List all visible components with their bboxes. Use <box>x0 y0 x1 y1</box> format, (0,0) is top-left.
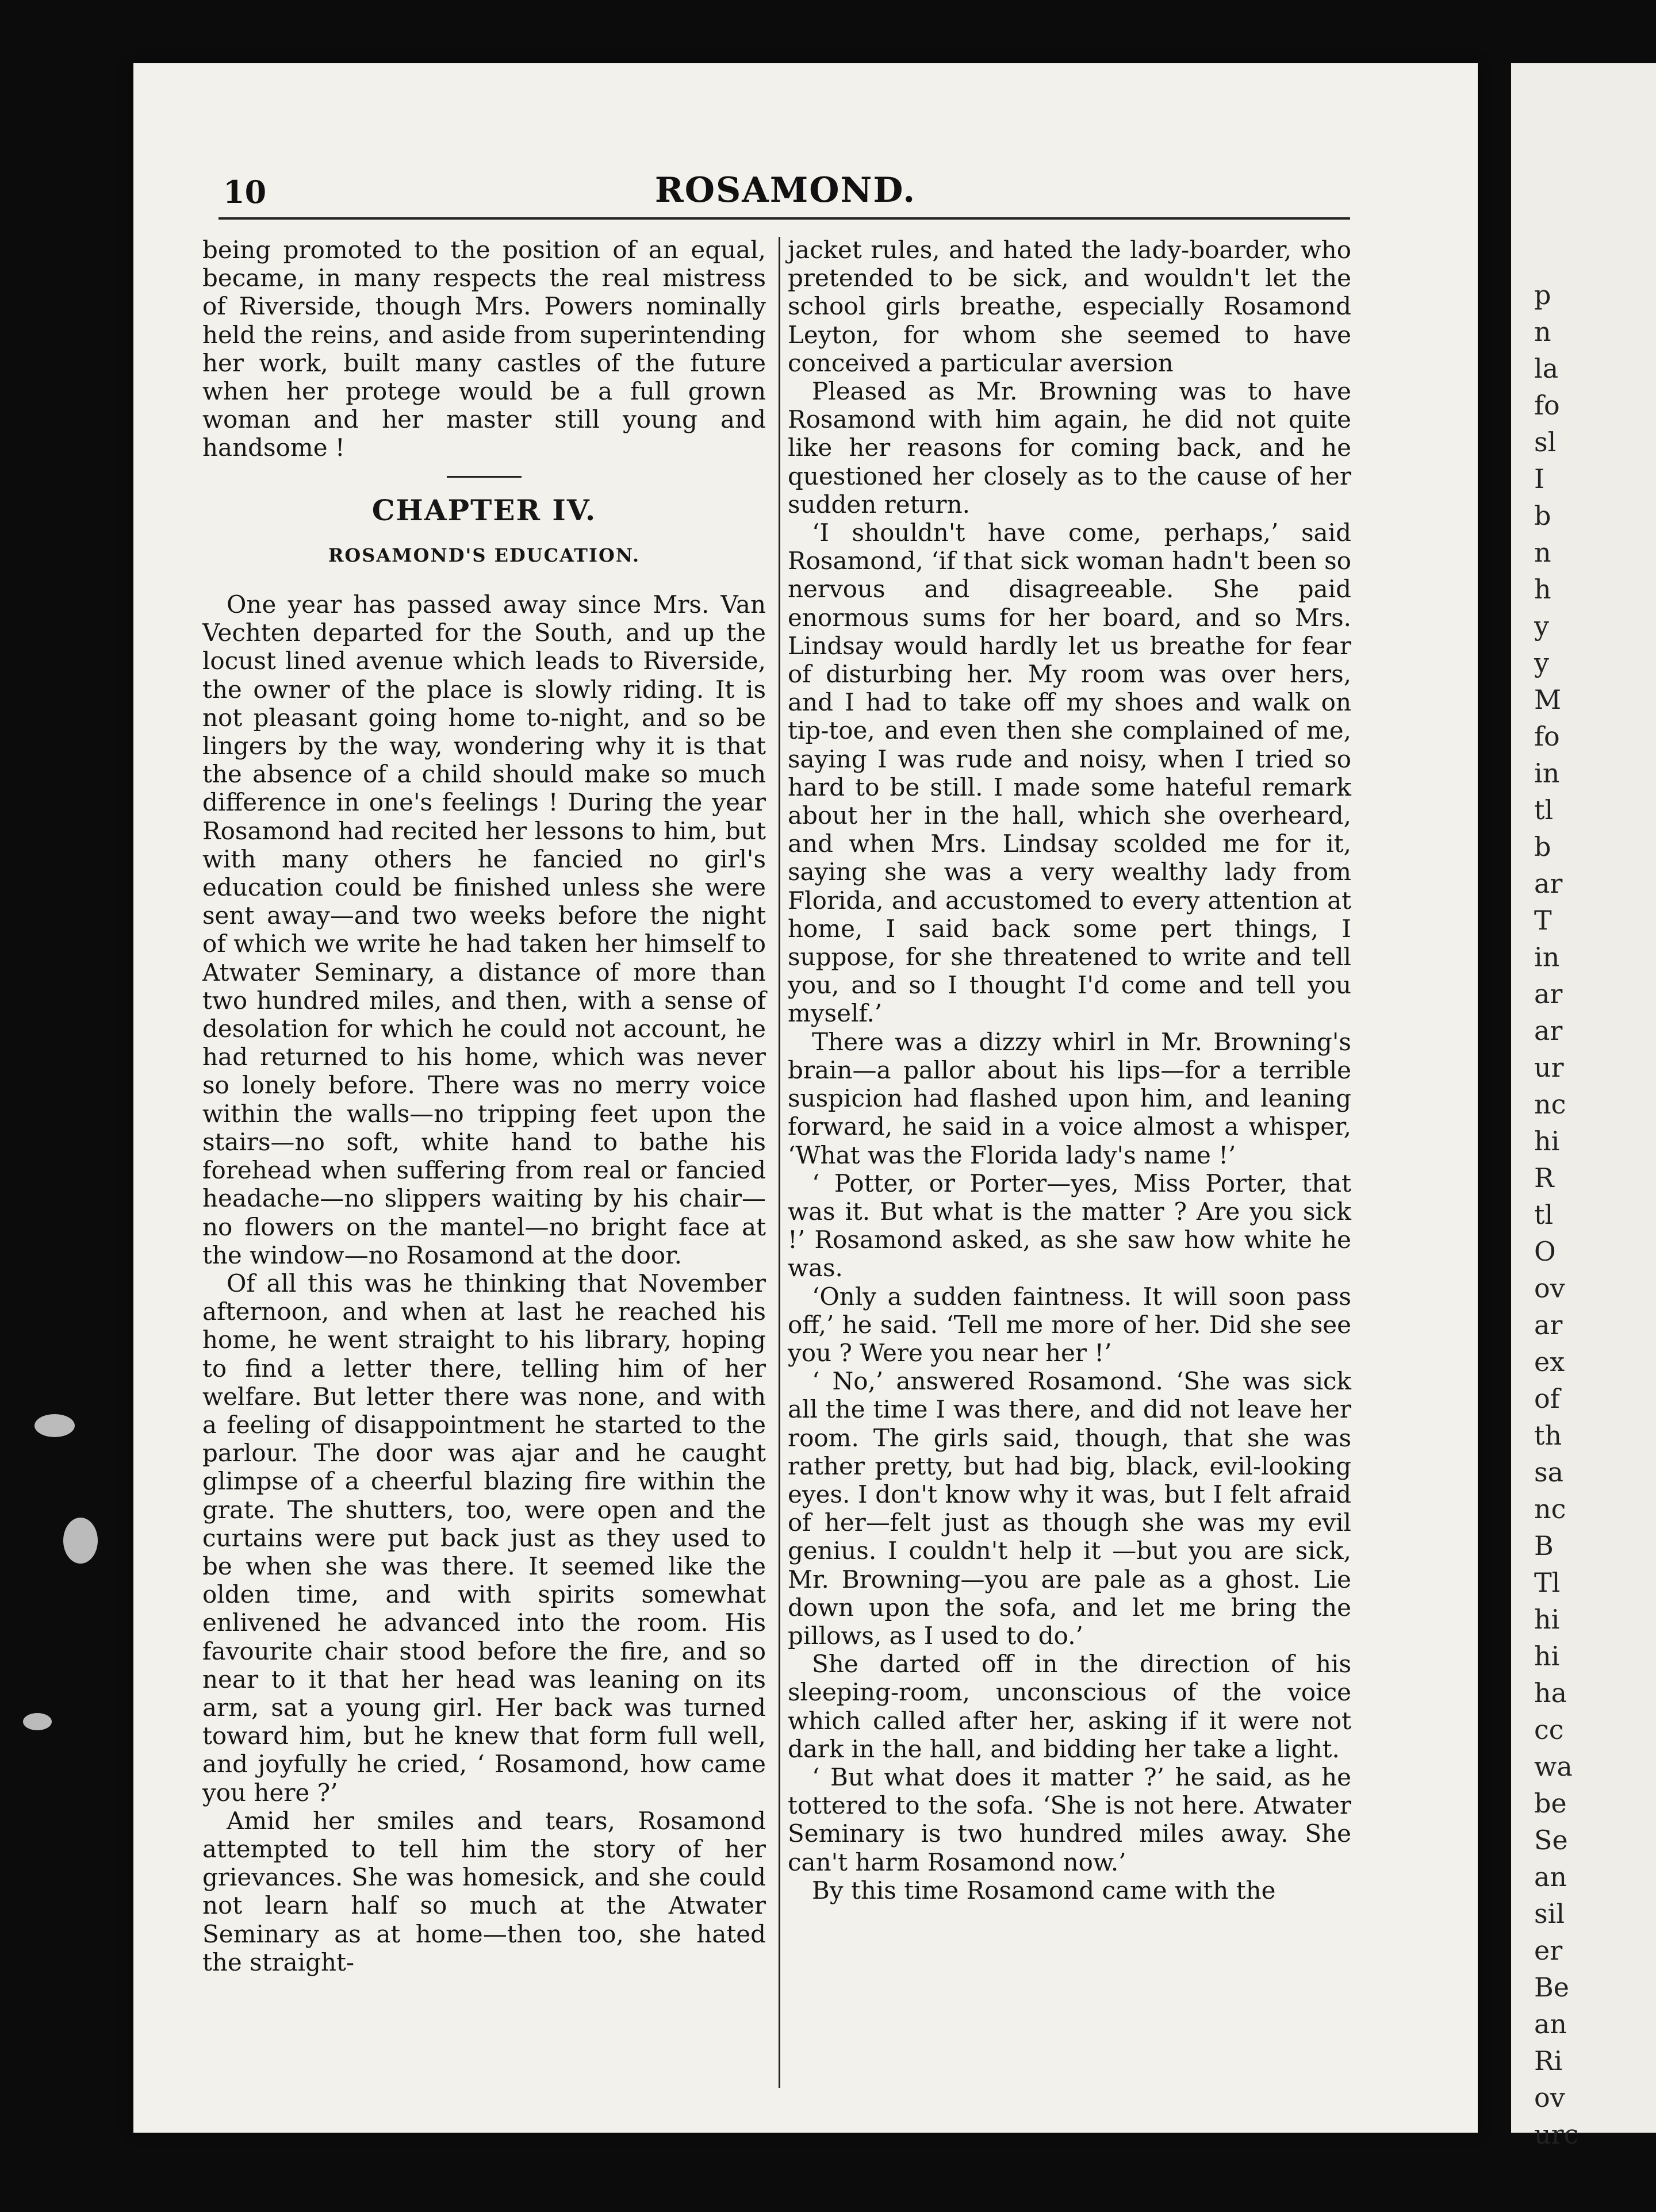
adjacent-page-fragment: cc <box>1534 1714 1564 1745</box>
adjacent-page-fragment: tl <box>1534 794 1554 825</box>
right-opening-paragraph: jacket rules, and hated the lady-boarder, who pretended to be sick, and wouldn't let the school girls breathe, especially Rosamond Leyton, for whom she seemed to have conceived a particular aversion <box>788 236 1351 377</box>
adjacent-page-fragment: nc <box>1534 1089 1566 1120</box>
left-column <box>202 236 766 2092</box>
right-paragraph: ‘I shouldn't have come, perhaps,’ said Rosamond, ‘if that sick woman hadn't been so nervous and disagreeable. She paid enormous sums for her board, and so Mrs. Lindsay would hardly let us breathe for fear of disturbing her. My room was over hers, and I had to take off my shoes and walk on tip-toe, and even then she complained of me, saying I was rude and noisy, when I tried so hard to be still. I made some hateful remark about her in the hall, which she overheard, and when Mrs. Lindsay scolded me for it, saying she was a very wealthy lady from Florida, and accustomed to every attention at home, I said back some pert things, I suppose, for she threatened to write and tell you, and so I thought I'd come and tell you myself.’ <box>788 519 1351 1028</box>
adjacent-page-fragment: th <box>1534 1420 1562 1451</box>
adjacent-page-fragment: ex <box>1534 1346 1565 1377</box>
adjacent-page-fragment: sa <box>1534 1457 1564 1488</box>
chapter-ornament-rule <box>447 476 522 478</box>
right-paragraph: ‘ No,’ answered Rosamond. ‘She was sick all the time I was there, and did not leave her room. The girls said, though, that she was rather pretty, but had big, black, evil-looking eyes. I don't know why it was, but I felt afraid of her—felt just as though she was my evil genius. I couldn't help it —but you are sick, Mr. Browning—you are pale as a ghost. Lie down upon the sofa, and let me bring the pillows, as I used to do.’ <box>788 1367 1351 1650</box>
left-paragraph: Of all this was he thinking that November afternoon, and when at last he reached his home, he went straight to his library, hoping to find a letter there, telling him of her welfare. But letter there was none, and with a feeling of disappointment he started to the parlour. The door was ajar and he caught glimpse of a cheerful blazing fire within the grate. The shutters, too, were open and the curtains were put back just as they used to be when she was there. It seemed like the olden time, and with spirits somewhat enlivened he advanced into the room. His favourite chair stood before the fire, and so near to it that her head was leaning on its arm, sat a young girl. Her back was turned toward him, but he knew that form full well, and joyfully he cried, ‘ Rosamond, how came you here ?’ <box>202 1269 766 1807</box>
adjacent-page-fragment: tl <box>1534 1199 1554 1230</box>
adjacent-page-fragment: ov <box>1534 1273 1565 1304</box>
adjacent-page-fragment: p <box>1534 279 1551 310</box>
adjacent-page-fragment: M <box>1534 684 1562 715</box>
chapter-subtitle: ROSAMOND'S EDUCATION. <box>328 544 641 566</box>
adjacent-page-fragment: b <box>1534 831 1551 862</box>
header-rule <box>218 217 1350 220</box>
adjacent-page-fragment: nc <box>1534 1493 1566 1524</box>
adjacent-page-fragment: h <box>1534 574 1551 605</box>
adjacent-page-edge <box>1511 63 1656 2150</box>
adjacent-page-fragment: b <box>1534 500 1551 531</box>
adjacent-page-fragment: in <box>1534 758 1560 789</box>
adjacent-page-fragment: y <box>1534 647 1549 678</box>
adjacent-page-fragment: of <box>1534 1383 1560 1414</box>
adjacent-page-fragment: ar <box>1534 1015 1563 1046</box>
right-paragraph: There was a dizzy whirl in Mr. Browning's brain—a pallor about his lips—for a terrible suspicion had flashed upon him, and leaning forward, he said in a voice almost a whisper, ‘What was the Florida lady's name !’ <box>788 1027 1351 1169</box>
book-page <box>133 63 1478 2133</box>
right-paragraph: Pleased as Mr. Browning was to have Rosamond with him again, he did not quite like her reasons for coming back, and he questioned her closely as to the cause of her sudden return. <box>788 377 1351 519</box>
page-number: 10 <box>223 174 267 210</box>
adjacent-page-fragment: sl <box>1534 427 1557 458</box>
adjacent-page-fragment: hi <box>1534 1126 1560 1157</box>
adjacent-page-fragment: Se <box>1534 1825 1568 1856</box>
scan-speck <box>63 1518 98 1564</box>
adjacent-page-fragment: n <box>1534 537 1551 568</box>
adjacent-page-fragment: I <box>1534 463 1545 494</box>
adjacent-page-fragment: an <box>1534 2009 1567 2040</box>
column-divider <box>779 237 780 2088</box>
adjacent-page-fragment: ar <box>1534 978 1563 1009</box>
adjacent-page-fragment: wa <box>1534 1751 1573 1782</box>
adjacent-page-fragment: la <box>1534 353 1559 384</box>
adjacent-page-fragment: n <box>1534 316 1551 347</box>
right-paragraph: ‘Only a sudden faintness. It will soon pass off,’ he said. ‘Tell me more of her. Did she see you ? Were you near her !’ <box>788 1282 1351 1367</box>
adjacent-page-fragment: T <box>1534 905 1552 936</box>
adjacent-page-fragment: hi <box>1534 1604 1560 1635</box>
adjacent-page-fragment: ur <box>1534 1052 1564 1083</box>
adjacent-page-fragment: urc <box>1534 2119 1579 2150</box>
adjacent-page-fragment: sil <box>1534 1898 1565 1929</box>
adjacent-page-fragment: Ri <box>1534 2045 1563 2076</box>
right-paragraph: ‘ Potter, or Porter—yes, Miss Porter, that was it. But what is the matter ? Are you sick !’ Rosamond asked, as she saw how white he was. <box>788 1169 1351 1282</box>
adjacent-page-fragment: y <box>1534 610 1549 642</box>
right-paragraph: ‘ But what does it matter ?’ he said, as he tottered to the sofa. ‘She is not here. Atwater Seminary is two hundred miles away. She can't harm Rosamond now.’ <box>788 1762 1351 1876</box>
left-paragraph: Amid her smiles and tears, Rosamond attempted to tell him the story of her grievances. She was homesick, and she could not learn half so much at the Atwater Seminary as at home—then too, she hated the straight- <box>202 1806 766 1976</box>
adjacent-page-fragment: Tl <box>1534 1567 1561 1598</box>
adjacent-page-fragment: be <box>1534 1788 1567 1819</box>
adjacent-page-fragment: O <box>1534 1236 1556 1267</box>
adjacent-page-fragment: Be <box>1534 1972 1570 2003</box>
adjacent-page-fragment: hi <box>1534 1641 1560 1672</box>
scan-speck <box>23 1713 52 1730</box>
adjacent-page-fragment: R <box>1534 1162 1554 1193</box>
adjacent-page-fragment: in <box>1534 942 1560 973</box>
left-paragraph: One year has passed away since Mrs. Van Vechten departed for the South, and up the locust lined avenue which leads to Riverside, the owner of the place is slowly riding. It is not pleasant going home to-night, and so be lingers by the way, wondering why it is that the absence of a child should make so much difference in one's feelings ! During the year Rosamond had recited her lessons to him, but with many others he fancied no girl's education could be finished unless she were sent away—and two weeks before the night of which we write he had taken her himself to Atwater Seminary, a distance of more than two hundred miles, and then, with a sense of desolation for which he could not account, he had returned to his home, which was never so lonely before. There was no merry voice within the walls—no tripping feet upon the stairs—no soft, white hand to bathe his forehead when suffering from real or fancied headache—no slippers waiting by his chair—no flowers on the mantel—no bright face at the window—no Rosamond at the door. <box>202 590 766 1269</box>
adjacent-page-fragment: er <box>1534 1935 1563 1966</box>
adjacent-page-fragment: ar <box>1534 868 1563 899</box>
running-title: ROSAMOND. <box>654 170 917 210</box>
adjacent-page-fragment: B <box>1534 1530 1554 1561</box>
right-paragraph: She darted off in the direction of his sleeping-room, unconscious of the voice which called after her, asking if it were not dark in the hall, and bidding her take a light. <box>788 1650 1351 1763</box>
left-opening-paragraph: being promoted to the position of an equal, became, in many respects the real mistress of Riverside, though Mrs. Powers nominally held the reins, and aside from superintending her work, built many castles of the future when her protege would be a full grown woman and her master still young and handsome ! <box>202 236 766 462</box>
right-column <box>788 236 1351 2092</box>
adjacent-page-fragment: fo <box>1534 390 1560 421</box>
adjacent-page-fragment: an <box>1534 1861 1567 1892</box>
adjacent-page-fragment: ov <box>1534 2082 1565 2113</box>
chapter-title: CHAPTER IV. <box>371 493 597 527</box>
adjacent-page-fragment: fo <box>1534 721 1560 752</box>
scan-speck <box>34 1414 75 1437</box>
adjacent-page-fragment: ha <box>1534 1677 1567 1708</box>
right-paragraph: By this time Rosamond came with the <box>812 1876 1276 1904</box>
adjacent-page-fragment: ar <box>1534 1309 1563 1341</box>
